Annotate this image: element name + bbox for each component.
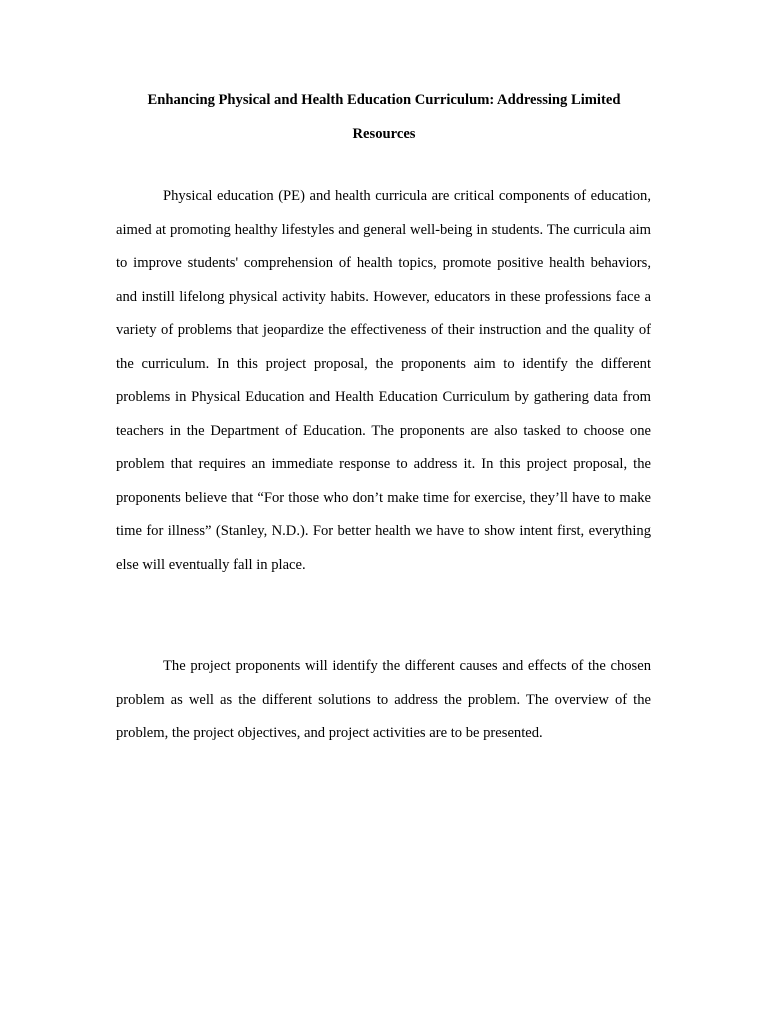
body-paragraph: The project proponents will identify the different causes and effects of the chosen problem as well as the different solutions to address the problem. The overview of the problem, the project objectives, and project activities are to be presented. (116, 658, 651, 741)
body-paragraph: Physical education (PE) and health curricula are critical components of education, aimed at promoting healthy lifestyles and general well-being in students. The curricula aim to improve students' comprehension of health topics, promote positive health behaviors, and instill lifelong physical activity habits. However, educators in these professions face a variety of problems that jeopardize the effectiveness of their instruction and the quality of the curriculum. In this project proposal, the proponents aim to identify the different problems in Physical Education and Health Education Curriculum by gathering data from teachers in the Department of Education. The proponents are also tasked to choose one problem that requires an immediate response to address it. In this project proposal, the proponents believe that “For those who don’t make time for exercise, they’ll have to make time for illness” (Stanley, N.D.). For better health we have to show intent first, everything else will eventually fall in place. (116, 188, 651, 573)
document-title: Enhancing Physical and Health Education Curriculum: Addressing Limited Resources (147, 92, 621, 142)
paragraph-1-container (116, 180, 651, 582)
paragraph-2-container (116, 650, 651, 751)
